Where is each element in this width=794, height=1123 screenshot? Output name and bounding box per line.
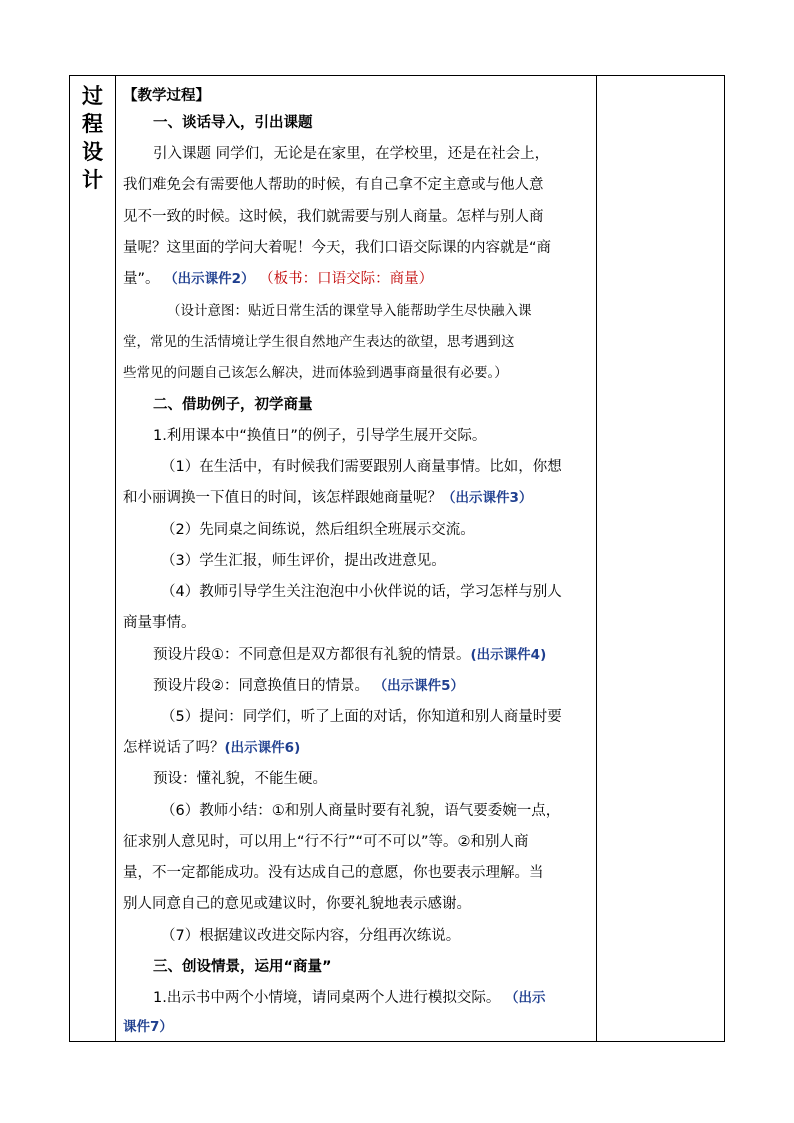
paragraph-line: 商量事情。 bbox=[123, 615, 196, 631]
paragraph-line: 我们难免会有需要他人帮助的时候，有自己拿不定主意或与他人意 bbox=[123, 177, 544, 193]
courseware-ref: (出示课件4) bbox=[470, 647, 547, 663]
subsection-heading: 三、创设情景，运用“商量” bbox=[153, 959, 332, 975]
paragraph-line: （6）教师小结：①和别人商量时要有礼貌，语气要委婉一点， bbox=[161, 803, 561, 819]
courseware-ref: （出示课件3） bbox=[442, 490, 533, 506]
paragraph-line: 别人同意自己的意见或建议时，你要礼貌地表示感谢。 bbox=[123, 896, 471, 912]
paragraph-text: 量”。 bbox=[123, 271, 160, 287]
paragraph-line: 引入课题 同学们，无论是在家里，在学校里，还是在社会上， bbox=[153, 146, 550, 162]
board-note: （板书：口语交际：商量） bbox=[259, 271, 434, 287]
paragraph-line: 1.利用课本中“换值日”的例子，引导学生展开交际。 bbox=[153, 428, 487, 444]
paragraph-text: 预设片段①：不同意但是双方都很有礼貌的情景。 bbox=[153, 647, 471, 663]
section-label bbox=[70, 82, 115, 194]
courseware-ref: （出示课件2） bbox=[164, 271, 255, 287]
design-note-line: 些常见的问题自己该怎么解决，进而体验到遇事商量很有必要。） bbox=[123, 365, 508, 381]
paragraph-line: （5）提问：同学们，听了上面的对话，你知道和别人商量时要 bbox=[161, 709, 562, 725]
paragraph-line: 量，不一定都能成功。没有达成自己的意愿，你也要表示理解。当 bbox=[123, 865, 544, 881]
paragraph-line: （7）根据建议改进交际内容，分组再次练说。 bbox=[161, 928, 461, 944]
paragraph-line: 预设：懂礼貌，不能生硬。 bbox=[153, 771, 327, 787]
paragraph-line bbox=[153, 644, 628, 666]
paragraph-line bbox=[123, 737, 598, 759]
lesson-table bbox=[69, 75, 725, 1042]
section-label-char: 过 bbox=[82, 83, 103, 108]
paragraph-line: （2）先同桌之间练说，然后组织全班展示交流。 bbox=[161, 522, 475, 538]
section-label-char: 程 bbox=[82, 111, 103, 136]
design-note-line: 堂，常见的生活情境让学生很自然地产生表达的欲望，思考遇到这 bbox=[123, 334, 515, 350]
paragraph-line: 征求别人意见时，可以用上“行不行”“可不可以”等。②和别人商 bbox=[123, 834, 529, 850]
section-heading: 【教学过程】 bbox=[123, 88, 210, 104]
courseware-ref: (出示课件6) bbox=[224, 740, 301, 756]
paragraph-line: （3）学生汇报，师生评价，提出改进意见。 bbox=[161, 553, 446, 569]
paragraph-text: 怎样说话了吗？ bbox=[123, 740, 225, 756]
paragraph-line bbox=[123, 487, 598, 509]
courseware-ref: 课件7） bbox=[123, 1019, 173, 1035]
table-divider-left bbox=[115, 76, 116, 1041]
section-label-char: 计 bbox=[82, 167, 103, 192]
paragraph-line bbox=[153, 987, 598, 1009]
subsection-heading: 一、谈话导入，引出课题 bbox=[153, 115, 313, 131]
paragraph-text: 1.出示书中两个小情境，请同桌两个人进行模拟交际。 bbox=[153, 990, 501, 1006]
subsection-heading: 二、借助例子，初学商量 bbox=[153, 397, 313, 413]
paragraph-line: （4）教师引导学生关注泡泡中小伙伴说的话，学习怎样与别人 bbox=[161, 584, 562, 600]
paragraph-line: （1）在生活中，有时候我们需要跟别人商量事情。比如，你想 bbox=[161, 459, 562, 475]
paragraph-text: 和小丽调换一下值日的时间，该怎样跟她商量呢？ bbox=[123, 490, 442, 506]
courseware-ref: （出示 bbox=[504, 990, 546, 1006]
paragraph-line bbox=[123, 268, 598, 290]
paragraph-line bbox=[153, 675, 628, 697]
courseware-ref: （出示课件5） bbox=[373, 678, 465, 694]
section-label-char: 设 bbox=[82, 139, 103, 164]
paragraph-text: 预设片段②：同意换值日的情景。 bbox=[153, 678, 369, 694]
paragraph-line: 见不一致的时候。这时候，我们就需要与别人商量。怎样与别人商 bbox=[123, 209, 544, 225]
paragraph-line: 量呢？这里面的学问大着呢！今天，我们口语交际课的内容就是“商 bbox=[123, 240, 552, 256]
design-note-line: （设计意图：贴近日常生活的课堂导入能帮助学生尽快融入课 bbox=[167, 303, 532, 319]
